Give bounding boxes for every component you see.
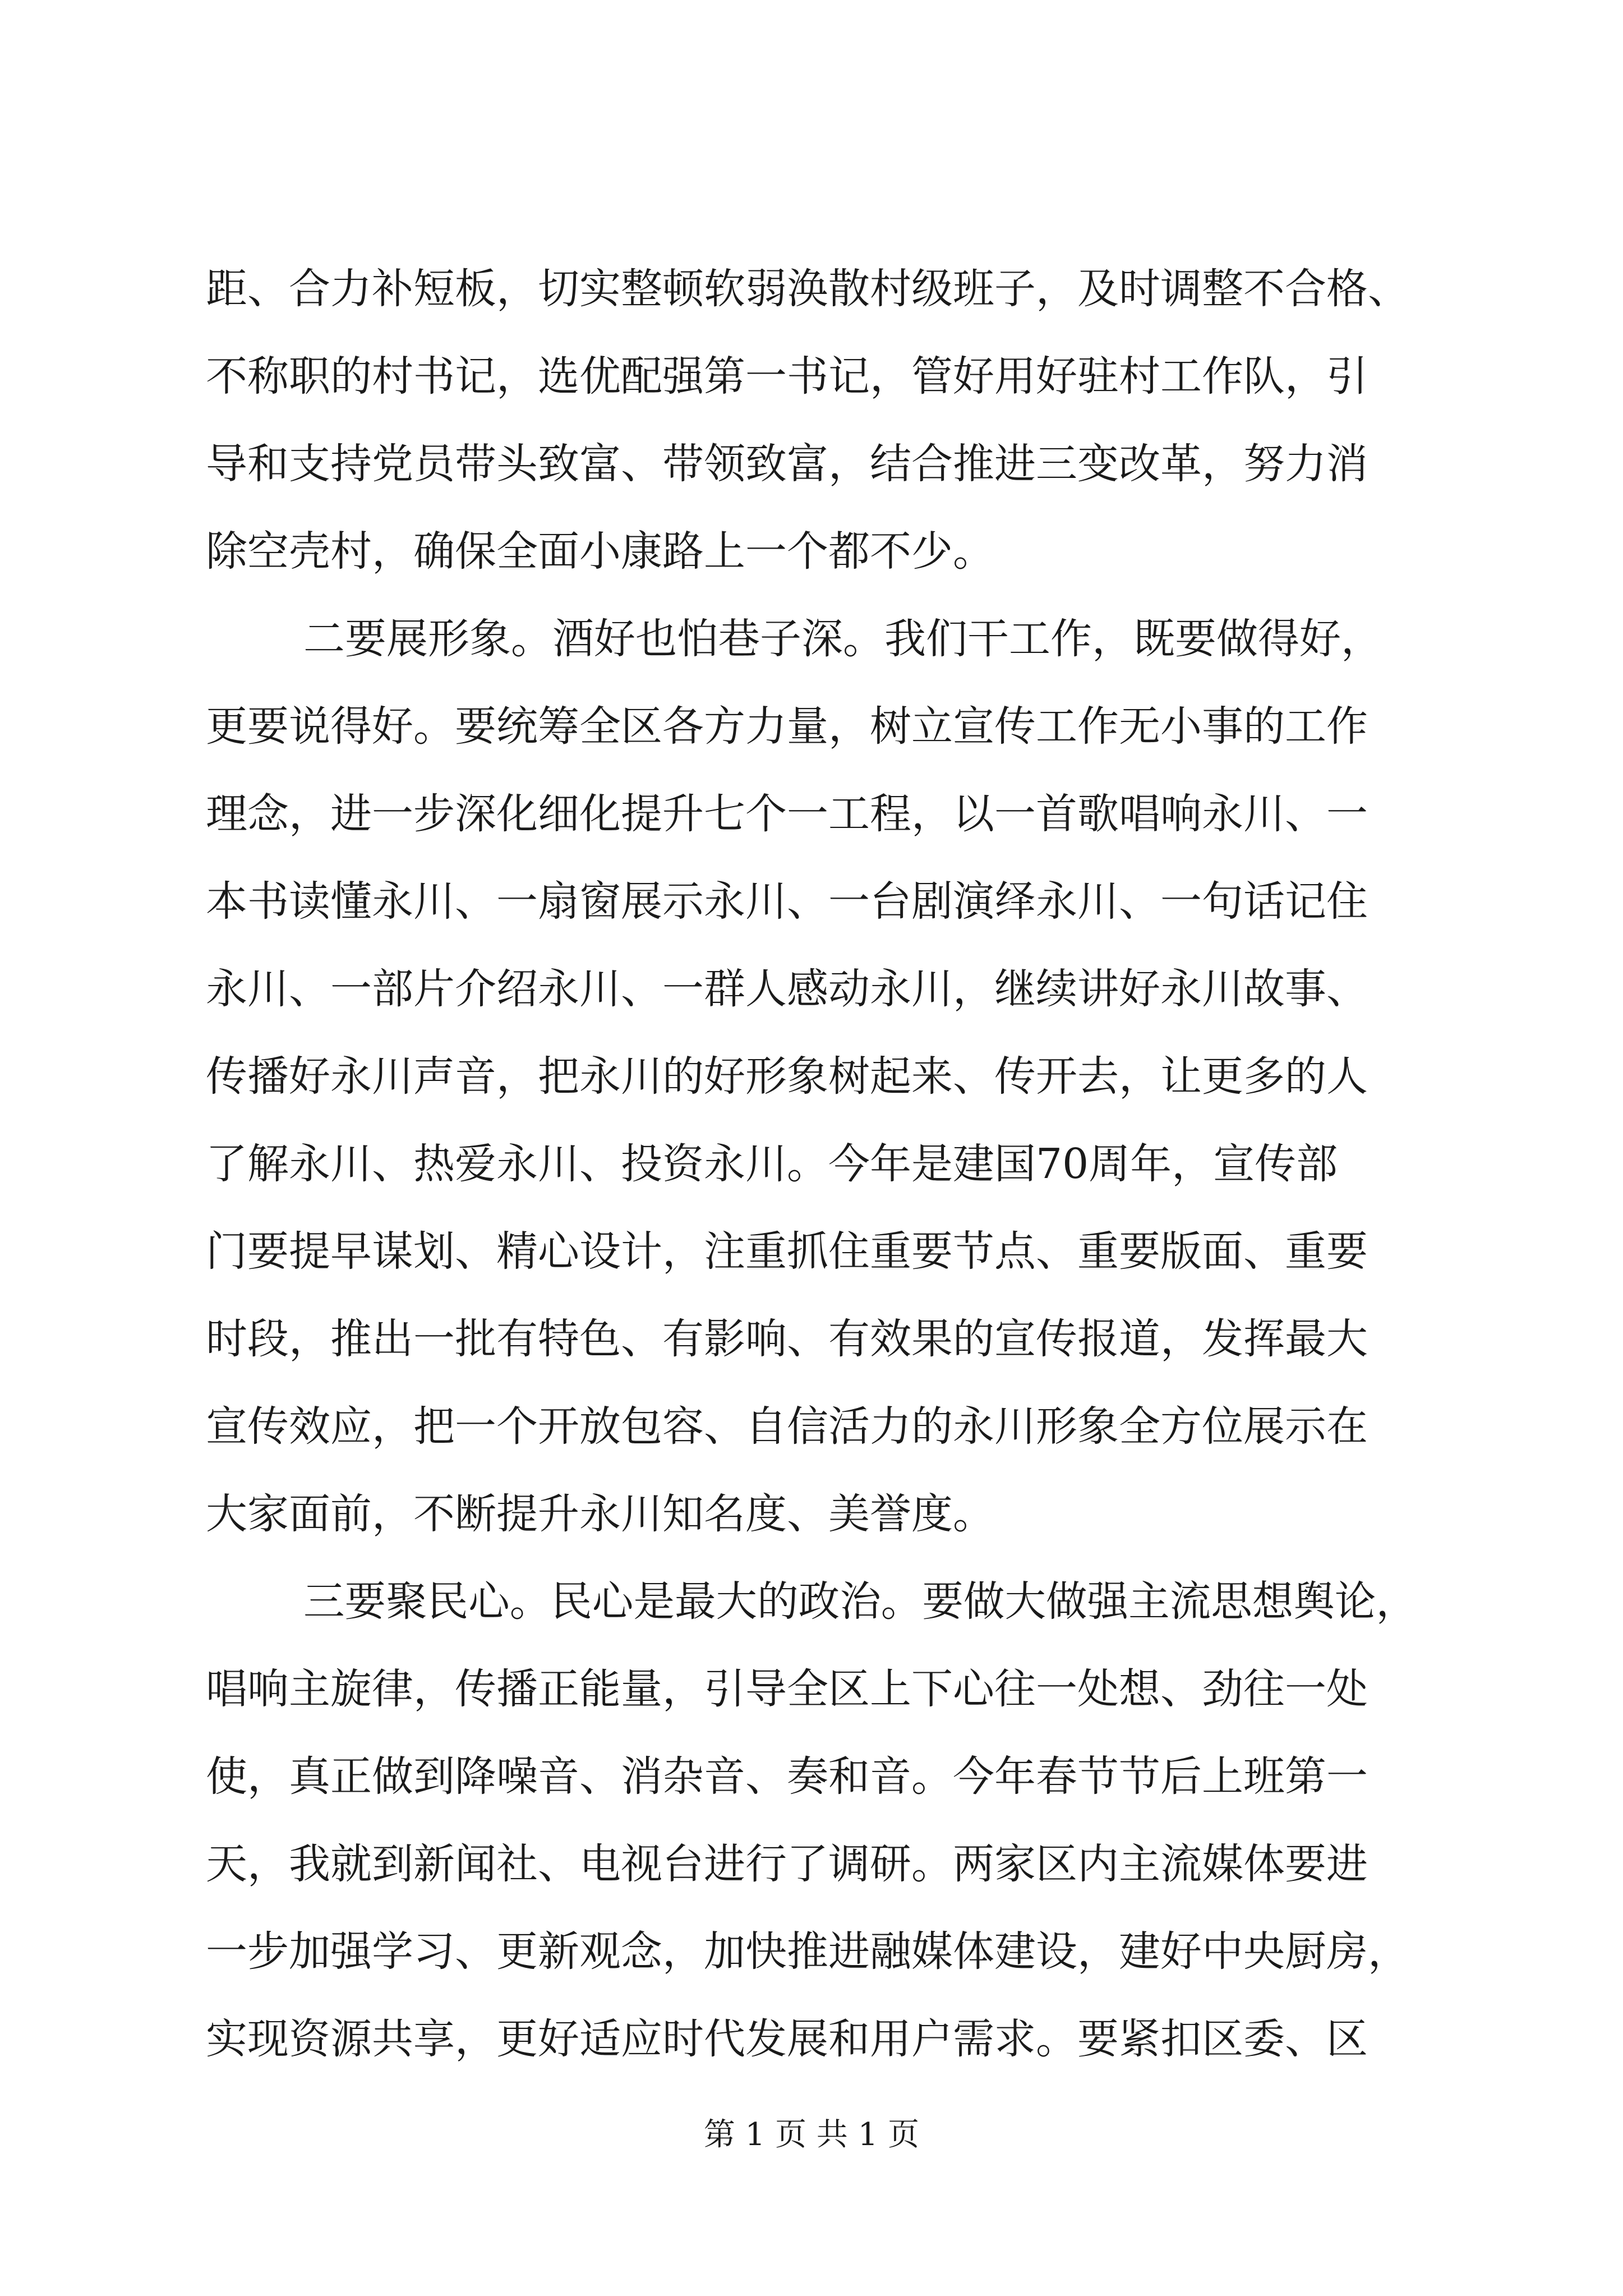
text-line-content: 理念，进一步深化细化提升七个一工程，以一首歌唱响永川、一 bbox=[206, 790, 1368, 838]
text-line-content: 不称职的村书记，选优配强第一书记，管好用好驻村工作队，引 bbox=[206, 352, 1368, 401]
text-line-content: 了解永川、热爱永川、投资永川。今年是建国70周年，宣传部 bbox=[206, 1140, 1338, 1188]
text-line-content: 使，真正做到降噪音、消杂音、奏和音。今年春节节后上班第一 bbox=[206, 1752, 1368, 1801]
text-line-content: 宣传效应，把一个开放包容、自信活力的永川形象全方位展示在 bbox=[206, 1402, 1368, 1451]
text-line-content: 除空壳村，确保全面小康路上一个都不少。 bbox=[206, 527, 994, 576]
text-line-content: 实现资源共享，更好适应时代发展和用户需求。要紧扣区委、区 bbox=[206, 2015, 1368, 2063]
text-line-content: 唱响主旋律，传播正能量，引导全区上下心往一处想、劲往一处 bbox=[206, 1665, 1368, 1713]
text-line-content: 一步加强学习、更新观念，加快推进融媒体建设，建好中央厨房， bbox=[206, 1927, 1409, 1976]
text-line-content: 门要提早谋划、精心设计，注重抓住重要节点、重要版面、重要 bbox=[206, 1227, 1368, 1276]
text-line-content: 大家面前，不断提升永川知名度、美誉度。 bbox=[206, 1490, 994, 1538]
text-line-content: 距、合力补短板，切实整顿软弱涣散村级班子，及时调整不合格、 bbox=[206, 265, 1409, 313]
text-line-content: 三要聚民心。民心是最大的政治。要做大做强主流思想舆论， bbox=[303, 1577, 1417, 1626]
text-line-content: 导和支持党员带头致富、带领致富，结合推进三变改革，努力消 bbox=[206, 440, 1368, 488]
text-line-content: 本书读懂永川、一扇窗展示永川、一台剧演绎永川、一句话记住 bbox=[206, 877, 1368, 926]
text-line-content: 天，我就到新闻社、电视台进行了调研。两家区内主流媒体要进 bbox=[206, 1840, 1368, 1888]
text-line-content: 时段，推出一批有特色、有影响、有效果的宣传报道，发挥最大 bbox=[206, 1315, 1368, 1363]
text-line-content: 二要展形象。酒好也怕巷子深。我们干工作，既要做得好， bbox=[303, 615, 1382, 663]
text-line-content: 更要说得好。要统筹全区各方力量，树立宣传工作无小事的工作 bbox=[206, 702, 1368, 751]
text-line-content: 传播好永川声音，把永川的好形象树起来、传开去，让更多的人 bbox=[206, 1052, 1368, 1101]
text-line-content: 永川、一部片介绍永川、一群人感动永川，继续讲好永川故事、 bbox=[206, 965, 1368, 1013]
page-footer: 第 1 页 共 1 页 bbox=[703, 2116, 920, 2153]
